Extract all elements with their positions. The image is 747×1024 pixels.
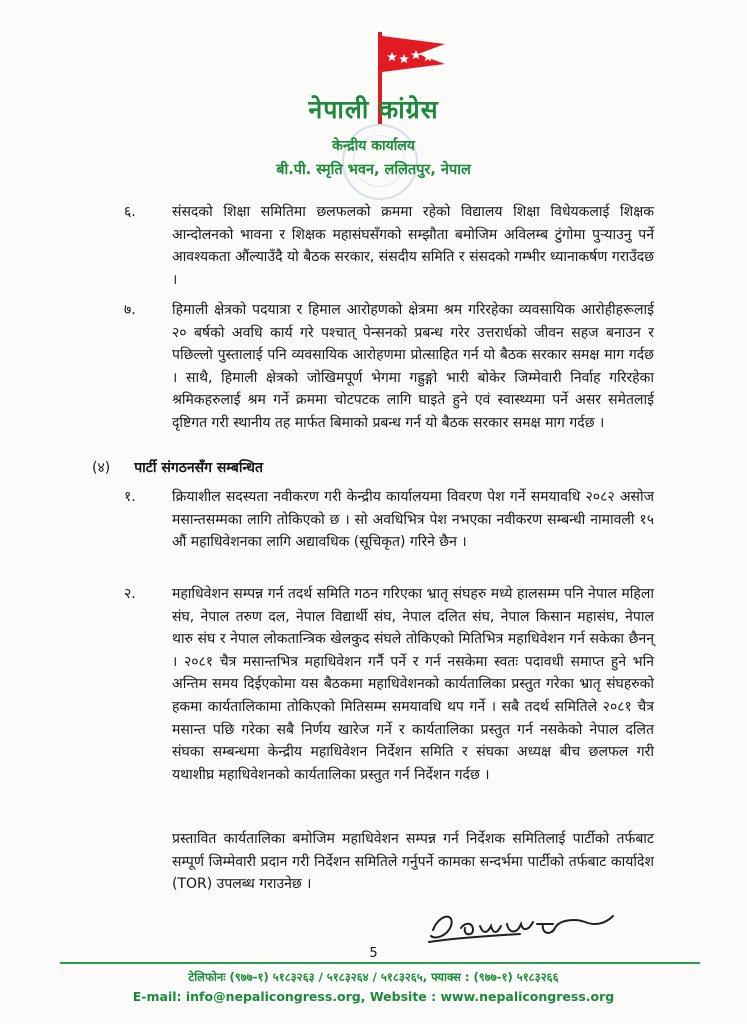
item-number: २. <box>124 586 136 602</box>
page-number: 5 <box>369 946 378 961</box>
item-number: ६. <box>124 204 136 220</box>
organization-name: नेपाली कांग्रेस <box>308 95 439 124</box>
item-paragraph: संसदको शिक्षा समितिमा छलफलको क्रममा रहेको विद्यालय शिक्षा विधेयकलाई शिक्षक आन्दोलनको भावना र शिक्षक महासंघसँगको सम्झौता बमोजिम अविलम्ब टुंगोमा पुर्‍याउनु पर्ने आवश्यकता औंल्याउँदै यो बैठक सरकार, संसदीय समिति र संसदको गम्भीर ध्यानाकर्षण गराउँदछ । <box>172 204 654 288</box>
office-address: बी.पी. स्मृति भवन, ललितपुर, नेपाल <box>276 162 471 178</box>
item-number: १. <box>124 489 136 505</box>
office-name: केन्द्रीय कार्यालय <box>332 138 415 154</box>
item-closing-paragraph: प्रस्तावित कार्यतालिका बमोजिम महाधिवेशन सम्पन्न गर्न निर्देशक समितिलाई पार्टीको तर्फबाट सम्पूर्ण जिम्मेवारी प्रदान गरी निर्देशन समितिले गर्नुपर्ने कामका सन्दर्भमा पार्टीको तर्फबाट कार्यादेश (TOR) उपलब्ध गराउनेछ । <box>172 831 654 893</box>
section-heading <box>92 458 263 477</box>
section-number: (४) <box>92 460 111 476</box>
item-paragraph: क्रियाशील सदस्यता नवीकरण गरी केन्द्रीय कार्यालयमा विवरण पेश गर्ने समयावधि २०८२ असोज मसान्तसम्मका लागि तोकिएको छ । सो अवधिभित्र पेश नभएका नवीकरण सम्बन्धी नामावली १५ औं महाधिवेशनका लागि अद्यावधिक (सूचिकृत) गरिने छैन । <box>172 489 654 551</box>
item-paragraph: महाधिवेशन सम्पन्न गर्न तदर्थ समिति गठन गरिएका भ्रातृ संघहरु मध्ये हालसम्म पनि नेपाल महिला संघ, नेपाल तरुण दल, नेपाल विद्यार्थी संघ, नेपाल दलित संघ, नेपाल किसान महासंघ, नेपाल थारु संघ र नेपाल लोकतान्त्रिक खेलकुद संघले तोकिएको मितिभित्र महाधिवेशन गर्न सकेका छैनन् । २०८१ चैत्र मसान्तभित्र महाधिवेशन गर्नै पर्ने र गर्न नसकेमा स्वतः पदावधी समाप्त हुने भनि अन्तिम समय दिईएकोमा यस बैठकमा महाधिवेशनको कार्यतालिका प्रस्तुत गरेका भ्रातृ संघहरुको हकमा कार्यतालिकामा तोकिएको मितिसम्म समयावधि थप गर्ने । सबै तदर्थ समितिले २०८१ चैत्र मसान्त पछि गरेका सबै निर्णय खारेज गर्ने र कार्यतालिका प्रस्तुत गर्न नसकेको नेपाल दलित संघका सम्बन्धमा केन्द्रीय महाधिवेशन निर्देशन समिति र संघका अध्यक्ष बीच छलफल गरी यथाशीघ्र महाधिवेशनको कार्यतालिका प्रस्तुत गर्न निर्देशन गर्दछ । <box>172 586 654 783</box>
handwritten-signature <box>425 900 630 950</box>
item-paragraph: हिमाली क्षेत्रको पदयात्रा र हिमाल आरोहणको क्षेत्रमा श्रम गरिरहेका व्यवसायिक आरोहीहरूलाई २० बर्षको अवधि कार्य गरे पश्चात् पेन्सनको प्रबन्ध गरेर उत्तरार्धको जीवन सहज बनाउन र पछिल्लो पुस्तालाई पनि व्यवसायिक आरोहणमा प्रोत्साहित गर्न यो बैठक सरकार समक्ष माग गर्दछ । साथै, हिमाली क्षेत्रको जोखिमपूर्ण भेगमा गह्रुङ्गो भारी बोकेर जिम्मेवारी निर्वाह गरिरहेका श्रमिकहरुलाई श्रम गर्ने क्रममा चोटपटक लागि घाइते हुने एवं स्वास्थ्यमा पर्ने असर समेतलाई दृष्टिगत गरी स्थानीय तह मार्फत बिमाको प्रबन्ध गर्न यो बैठक सरकार समक्ष माग गर्दछ । <box>172 302 654 431</box>
section-title: पार्टी संगठनसँग सम्बन्धित <box>134 460 263 476</box>
footer-divider <box>60 962 700 964</box>
footer-phone-fax: टेलिफोनः (९७७-१) ५१८३२६३ / ५१८३२६४ / ५१८३२६५, फ्याक्स : (९७७-१) ५१८३२६६ <box>188 970 559 984</box>
footer-email-website: E-mail: info@nepalicongress.org, Website : www.nepalicongress.org <box>132 989 615 1004</box>
item-number: ७. <box>124 302 136 318</box>
